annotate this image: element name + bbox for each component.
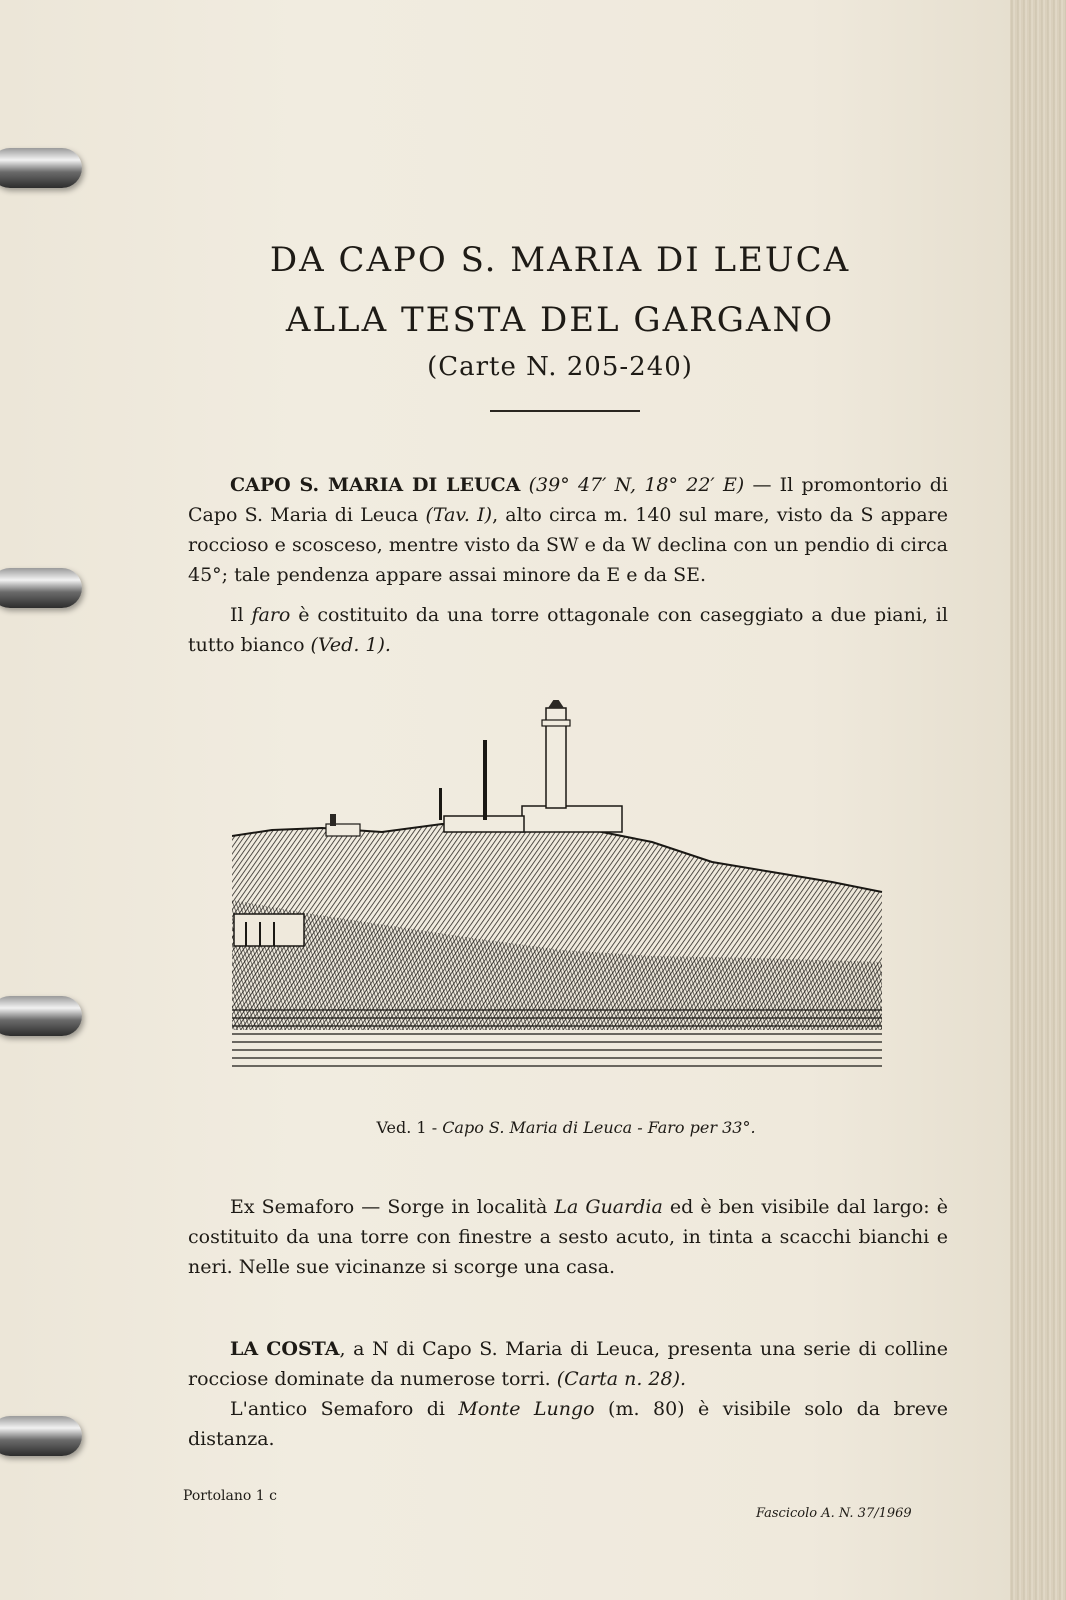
binder-ring xyxy=(0,1416,82,1456)
figure-caption: Ved. 1 - Capo S. Maria di Leuca - Faro per 33°. xyxy=(376,1118,756,1137)
section-heading: LA COSTA xyxy=(230,1338,340,1360)
page-stack-edge xyxy=(1010,0,1066,1600)
title-line-2: ALLA TESTA DEL GARGANO xyxy=(285,300,835,340)
title-rule xyxy=(490,410,640,412)
section-heading: Ex Semaforo xyxy=(230,1196,355,1218)
binder-ring xyxy=(0,148,82,188)
paragraph-ex-semaforo: Ex Semaforo — Sorge in località La Guardia ed è ben visibile dal largo: è costituito da una torre con finestre a sesto acuto, in tinta a scacchi bianchi e neri. Nelle sue vicinanze si scorge una casa. xyxy=(188,1196,948,1278)
lighthouse-engraving xyxy=(232,700,900,1100)
footer-publication: Portolano 1 c xyxy=(183,1488,277,1504)
paragraph-monte-lungo: L'antico Semaforo di Monte Lungo (m. 80) è visibile solo da breve distanza. xyxy=(188,1398,948,1450)
chart-range: (Carte N. 205-240) xyxy=(427,352,693,382)
coordinates: (39° 47′ N, 18° 22′ E) xyxy=(528,474,745,496)
paragraph-la-costa: LA COSTA, a N di Capo S. Maria di Leuca, presenta una serie di colline rocciose dominate da numerose torri. (Carta n. 28). xyxy=(188,1338,949,1390)
binder-ring xyxy=(0,568,82,608)
title-line-1: DA CAPO S. MARIA DI LEUCA xyxy=(269,240,851,280)
binder-ring xyxy=(0,996,82,1036)
paragraph-faro: Il faro è costituito da una torre ottagonale con caseggiato a due piani, il tutto bianco (Ved. 1). xyxy=(188,604,948,656)
section-heading: CAPO S. MARIA DI LEUCA xyxy=(230,474,521,496)
paragraph-capo-leuca: CAPO S. MARIA DI LEUCA (39° 47′ N, 18° 22′ E) — Il promontorio di Capo S. Maria di Leuca (Tav. I), alto circa m. 140 sul mare, visto da S appare roccioso e scosceso, mentre visto da SW e da W declina con un pendio di circa 45°; tale pendenza appare assai minore da E e da SE. xyxy=(188,474,948,586)
footer-fascicle: Fascicolo A. N. 37/1969 xyxy=(756,1506,912,1521)
